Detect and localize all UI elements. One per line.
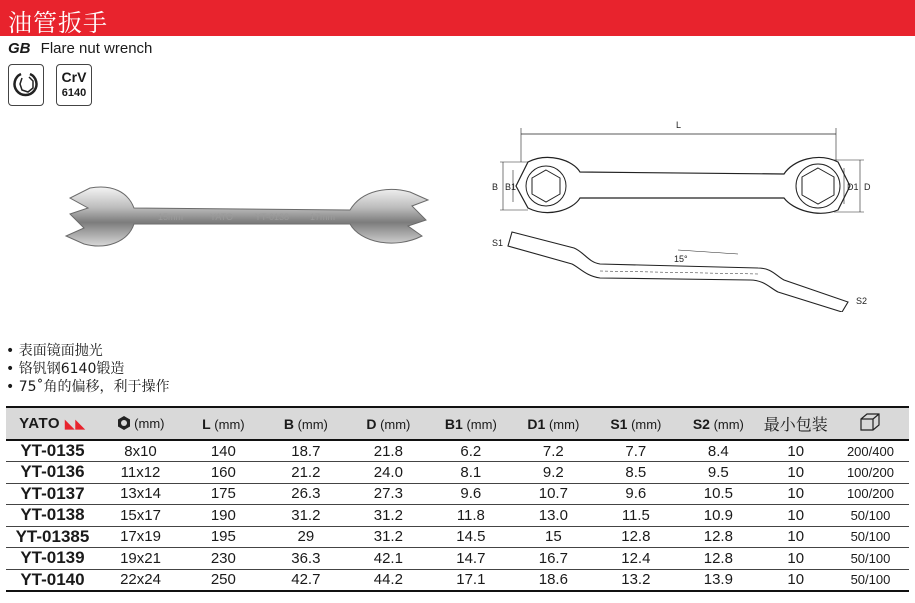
cell-D: 31.2: [347, 526, 430, 548]
engraving-brand: YATO: [210, 212, 234, 222]
size-header: (mm): [99, 407, 182, 440]
cell-B1: 6.2: [430, 440, 513, 462]
cell-code: YT-0136: [6, 462, 99, 484]
feature-item: • 表面镜面抛光: [6, 342, 170, 360]
dim-label-D: D: [864, 182, 871, 192]
standard-code: GB: [8, 40, 31, 57]
cell-D: 42.1: [347, 548, 430, 570]
cell-B: 18.7: [265, 440, 348, 462]
cell-B1: 8.1: [430, 462, 513, 484]
cell-size: 22x24: [99, 569, 182, 591]
cell-S1: 12.8: [595, 526, 678, 548]
cell-L: 175: [182, 483, 265, 505]
table-row: [6, 548, 909, 570]
cell-S1: 12.4: [595, 548, 678, 570]
cell-L: 140: [182, 440, 265, 462]
dim-label-angle: 15°: [674, 254, 688, 264]
dim-label-D1: D1: [847, 182, 859, 192]
min-pack-header: 最小包装: [760, 407, 832, 440]
dim-label-L: L: [676, 120, 682, 130]
dim-label-B: B: [492, 182, 499, 192]
cell-size: 15x17: [99, 505, 182, 527]
cell-B1: 11.8: [430, 505, 513, 527]
cell-D: 31.2: [347, 505, 430, 527]
cell-S2: 10.9: [677, 505, 760, 527]
cell-min-pack: 10: [760, 569, 832, 591]
L-header: L (mm): [182, 407, 265, 440]
cell-size: 17x19: [99, 526, 182, 548]
brand-header: [6, 407, 99, 440]
page-title: 油管扳手: [8, 9, 108, 37]
cell-min-pack: 10: [760, 440, 832, 462]
cell-S2: 13.9: [677, 569, 760, 591]
feature-list: [6, 342, 170, 396]
cell-L: 190: [182, 505, 265, 527]
cell-B: 36.3: [265, 548, 348, 570]
product-name: Flare nut wrench: [40, 40, 153, 57]
feature-item: • 75˚角的偏移，利于操作: [6, 378, 170, 396]
cell-code: YT-0138: [6, 505, 99, 527]
S1-header: S1 (mm): [595, 407, 678, 440]
engraving-size-left: 15mm: [158, 212, 184, 222]
cell-code: YT-0135: [6, 440, 99, 462]
cell-D1: 16.7: [512, 548, 595, 570]
cell-code: YT-0139: [6, 548, 99, 570]
table-row: [6, 505, 909, 527]
cell-code: YT-0140: [6, 569, 99, 591]
title-bar: [0, 0, 915, 36]
cell-pack: 200/400: [832, 440, 909, 462]
engraving-code: YT-0138: [255, 212, 290, 222]
dim-label-S2: S2: [856, 296, 868, 306]
cell-size: 19x21: [99, 548, 182, 570]
dim-label-B1: B1: [505, 182, 517, 192]
table-row: [6, 483, 909, 505]
B1-header: B1 (mm): [430, 407, 513, 440]
table-header-row: [6, 407, 909, 440]
dim-label-S1: S1: [492, 238, 504, 248]
cell-B: 31.2: [265, 505, 348, 527]
spec-table: [6, 406, 909, 592]
brand-logo: YATO ◣◣: [19, 415, 86, 432]
standard-line: [8, 40, 152, 57]
cell-L: 160: [182, 462, 265, 484]
cell-D1: 9.2: [512, 462, 595, 484]
cell-S1: 13.2: [595, 569, 678, 591]
technical-drawing: [488, 112, 888, 317]
cell-pack: 50/100: [832, 526, 909, 548]
table-row: [6, 569, 909, 591]
cell-code: YT-01385: [6, 526, 99, 548]
cell-S1: 8.5: [595, 462, 678, 484]
cell-S2: 12.8: [677, 526, 760, 548]
cell-D: 27.3: [347, 483, 430, 505]
material-grade: 6140: [61, 87, 87, 99]
table-row: [6, 440, 909, 462]
cell-L: 250: [182, 569, 265, 591]
cell-size: 13x14: [99, 483, 182, 505]
material-badge: [56, 64, 92, 106]
cell-S2: 8.4: [677, 440, 760, 462]
box-header: [832, 407, 909, 440]
cell-min-pack: 10: [760, 526, 832, 548]
cell-pack: 50/100: [832, 505, 909, 527]
cell-D1: 7.2: [512, 440, 595, 462]
feature-item: • 铬钒钢6140锻造: [6, 360, 170, 378]
cell-size: 11x12: [99, 462, 182, 484]
cell-pack: 100/200: [832, 483, 909, 505]
cell-min-pack: 10: [760, 505, 832, 527]
B-header: B (mm): [265, 407, 348, 440]
D-header: D (mm): [347, 407, 430, 440]
cell-L: 230: [182, 548, 265, 570]
D1-header: D1 (mm): [512, 407, 595, 440]
cell-B1: 14.5: [430, 526, 513, 548]
cell-min-pack: 10: [760, 462, 832, 484]
table-row: [6, 526, 909, 548]
cell-L: 195: [182, 526, 265, 548]
cell-B: 26.3: [265, 483, 348, 505]
cell-size: 8x10: [99, 440, 182, 462]
box-icon: [859, 413, 881, 431]
cell-D: 44.2: [347, 569, 430, 591]
hex-nut-icon: [117, 416, 131, 430]
cell-B: 29: [265, 526, 348, 548]
cell-pack: 50/100: [832, 569, 909, 591]
table-row: [6, 462, 909, 484]
material-crv: CrV: [61, 69, 87, 85]
cell-D1: 13.0: [512, 505, 595, 527]
flare-ring-icon: [8, 64, 44, 106]
cell-D: 21.8: [347, 440, 430, 462]
cell-pack: 50/100: [832, 548, 909, 570]
cell-D1: 18.6: [512, 569, 595, 591]
cell-S2: 9.5: [677, 462, 760, 484]
cell-S2: 12.8: [677, 548, 760, 570]
cell-pack: 100/200: [832, 462, 909, 484]
engraving-size-right: 17mm: [310, 212, 336, 222]
cell-S2: 10.5: [677, 483, 760, 505]
cell-S1: 11.5: [595, 505, 678, 527]
cell-D1: 15: [512, 526, 595, 548]
cell-B1: 17.1: [430, 569, 513, 591]
cell-code: YT-0137: [6, 483, 99, 505]
cell-S1: 7.7: [595, 440, 678, 462]
cell-D1: 10.7: [512, 483, 595, 505]
cell-D: 24.0: [347, 462, 430, 484]
cell-min-pack: 10: [760, 483, 832, 505]
cell-B1: 14.7: [430, 548, 513, 570]
cell-S1: 9.6: [595, 483, 678, 505]
cell-B: 21.2: [265, 462, 348, 484]
cell-min-pack: 10: [760, 548, 832, 570]
wrench-photo: [50, 180, 450, 257]
cell-B1: 9.6: [430, 483, 513, 505]
S2-header: S2 (mm): [677, 407, 760, 440]
cell-B: 42.7: [265, 569, 348, 591]
